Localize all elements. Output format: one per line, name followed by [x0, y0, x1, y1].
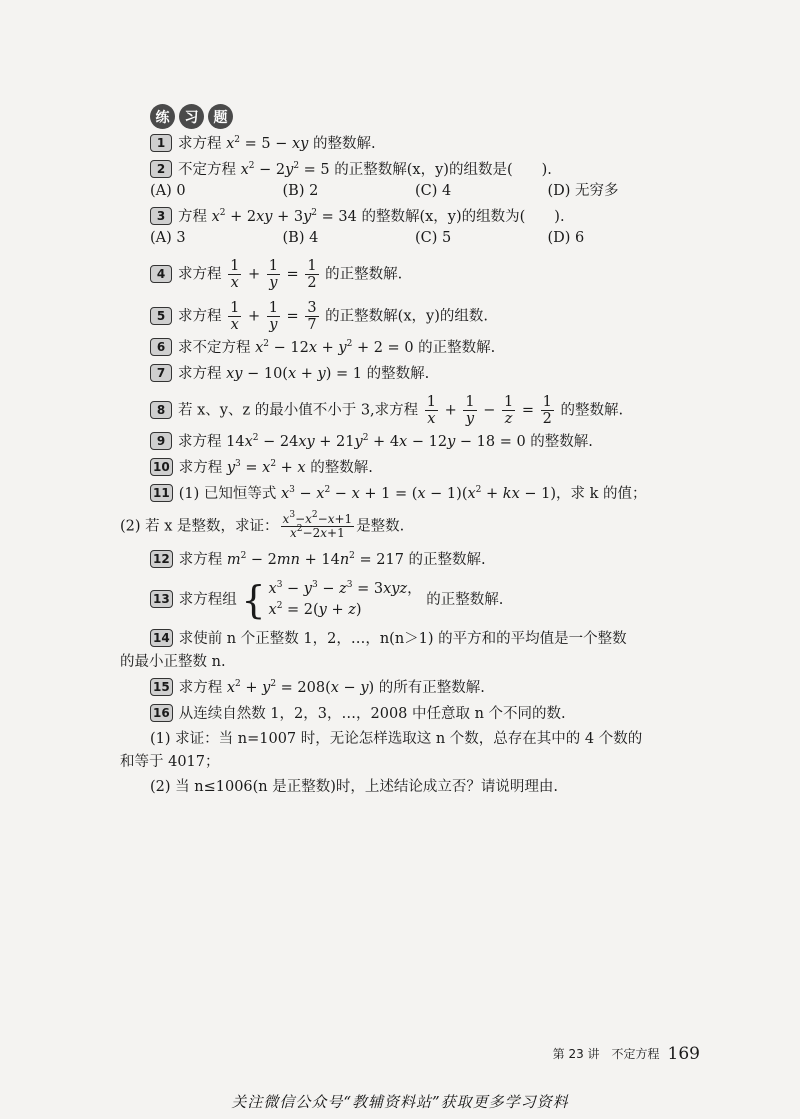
header-char: 习 [179, 104, 204, 129]
question-9: 9 求方程 $14x^2 - 24xy + 21y^2 + 4x - 12y - 18 = 0$ 的整数解. [150, 432, 680, 453]
question-6: 6 求不定方程 $x^2 - 12x + y^2 + 2 = 0$ 的正整数解. [150, 338, 680, 359]
question-14: 14 求使前 n 个正整数 1，2，…，n(n＞1) 的平方和的平均值是一个整数 [150, 629, 680, 650]
chapter-label: 第 23 讲 不定方程 [552, 1047, 660, 1061]
question-16-part-1: (1) 求证：当 n=1007 时，无论怎样选取这 n 个数，总存在其中的 4 个数的 [150, 731, 643, 747]
question-number: 16 [150, 704, 173, 722]
question-13: 13 求方程组 { $x^3 - y^3 - z^3 = 3xyz$， $x^2 = 2(y + z)$ 的正整数解. [150, 579, 680, 621]
question-number: 13 [150, 590, 173, 608]
question-number: 7 [150, 364, 172, 382]
option: (D) 6 [547, 230, 585, 246]
question-number: 9 [150, 432, 172, 450]
question-3: 3 方程 $x^2 + 2xy + 3y^2 = 34$ 的整数解(x，y)的组数为( ). [150, 207, 680, 228]
question-number: 1 [150, 134, 172, 152]
watermark-text: 关注微信公众号“教辅资料站”获取更多学习资料 [231, 1093, 569, 1111]
option: (D) 无穷多 [547, 183, 619, 199]
question-10: 10 求方程 $y^3 = x^2 + x$ 的整数解. [150, 458, 680, 479]
question-11-part-2: (2) 若 x 是整数，求证： $\frac{x^3-x^2-x+1}{x^2-2x+1}$ 是整数. [120, 510, 405, 540]
exercise-header [150, 104, 680, 129]
option: (B) 2 [282, 183, 319, 199]
question-number: 4 [150, 265, 172, 283]
question-number: 11 [150, 484, 173, 502]
question-number: 2 [150, 160, 172, 178]
question-16-part-1-cont: 和等于 4017； [120, 754, 220, 770]
page-footer [553, 1044, 700, 1064]
question-11: 11 (1) 已知恒等式 $x^3 - x^2 - x + 1 = (x - 1)(x^2$ + kx − 1)，求 k 的值； [150, 484, 680, 505]
answer-options [150, 181, 680, 202]
header-char: 题 [208, 104, 233, 129]
question-number: 3 [150, 207, 172, 225]
question-16: 16 从连续自然数 1，2，3，…，2008 中任意取 n 个不同的数. [150, 704, 680, 725]
question-number: 15 [150, 678, 173, 696]
page-number: 169 [667, 1044, 700, 1064]
question-number: 6 [150, 338, 172, 356]
header-char: 练 [150, 104, 175, 129]
question-4: 4 求方程 $\frac{1}{x}$ + $\frac{1}{y}$ = $\frac{1}{2}$ 的正整数解. [150, 258, 680, 291]
question-14-line-2: 的最小正整数 n. [120, 654, 226, 670]
option: (B) 4 [282, 230, 319, 246]
question-12: 12 求方程 $m^2 - 2mn + 14n^2 = 217$ 的正整数解. [150, 550, 680, 571]
option: (A) 3 [150, 230, 186, 246]
option: (A) 0 [150, 183, 186, 199]
question-16-part-2: (2) 当 n≤1006(n 是正整数)时，上述结论成立否？请说明理由. [150, 779, 559, 795]
question-number: 5 [150, 307, 172, 325]
question-7: 7 求方程 xy − 10(x + y) = 1 的整数解. [150, 364, 680, 385]
exercise-content [120, 104, 680, 798]
option: (C) 4 [415, 183, 452, 199]
question-5: 5 求方程 $\frac{1}{x}$ + $\frac{1}{y}$ = $\frac{3}{7}$ 的正整数解(x，y)的组数. [150, 300, 680, 333]
question-number: 12 [150, 550, 173, 568]
question-15: 15 求方程 $x^2 + y^2 = 208(x - y)$ 的所有正整数解. [150, 678, 680, 699]
question-2: 2 不定方程 $x^2 - 2y^2 = 5$ 的正整数解(x，y)的组数是( ). [150, 160, 680, 181]
question-number: 14 [150, 629, 173, 647]
answer-options [150, 228, 680, 249]
question-number: 8 [150, 401, 172, 419]
option: (C) 5 [415, 230, 452, 246]
question-8: 8 若 x、y、z 的最小值不小于 3,求方程 $\frac{1}{x}$ + $\frac{1}{y}$ − $\frac{1}{z}$ = $\frac{1}{2}$ 的整数解. [150, 394, 680, 427]
question-1: 1 求方程 $x^2 = 5$ − xy 的整数解. [150, 134, 680, 155]
question-number: 10 [150, 458, 173, 476]
